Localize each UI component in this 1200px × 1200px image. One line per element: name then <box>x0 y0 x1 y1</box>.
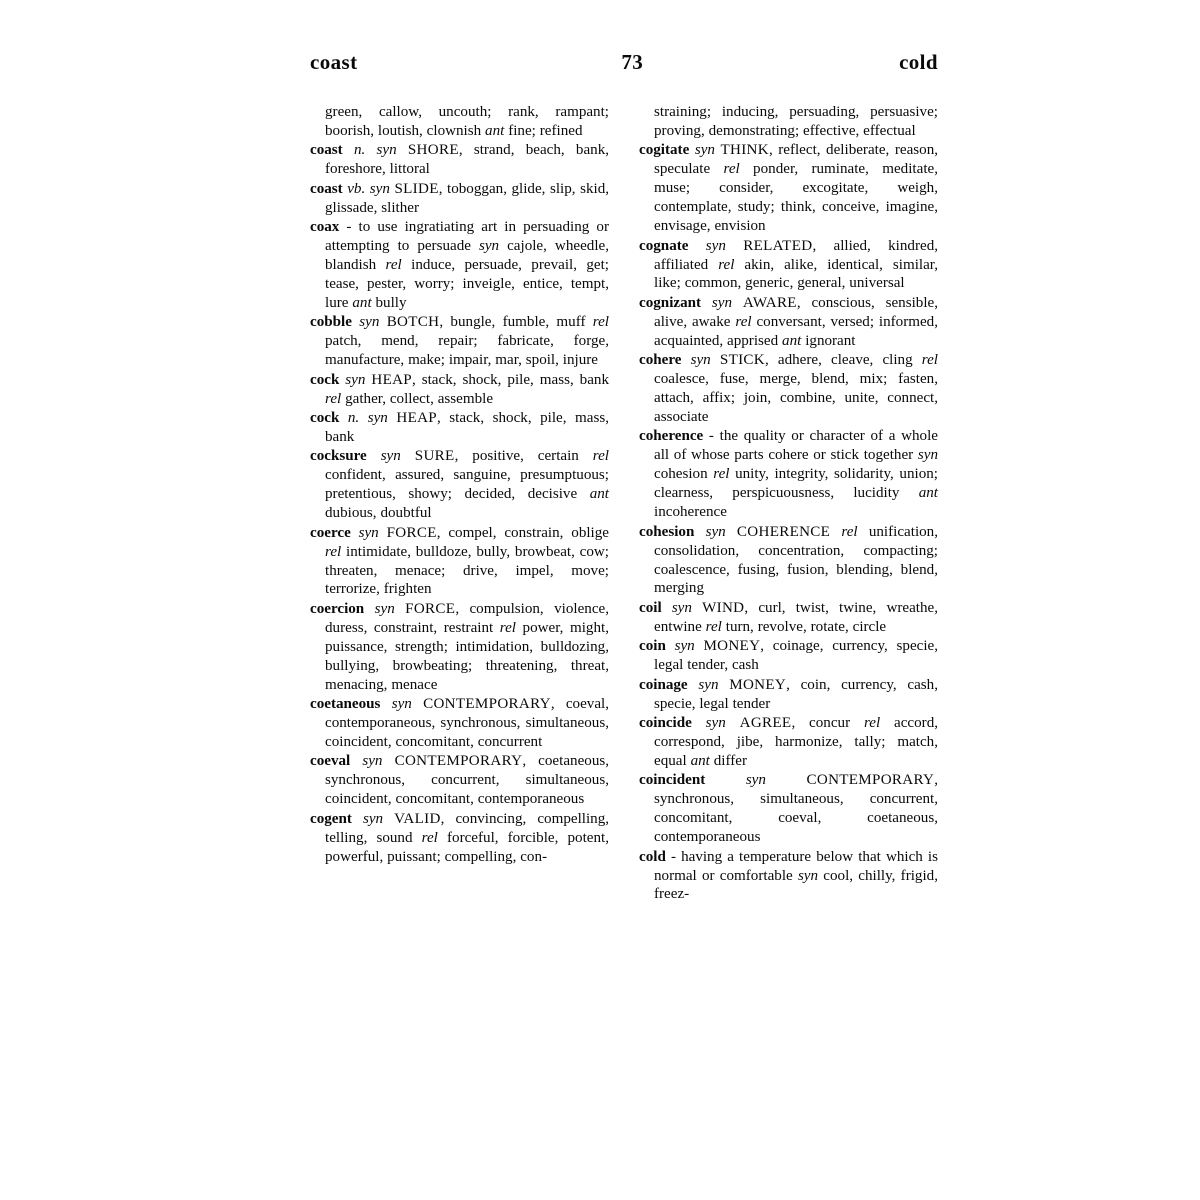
text-columns <box>310 103 938 905</box>
dictionary-entry: coerce syn FORCE, compel, constrain, oblige rel intimidate, bulldoze, bully, browbeat, cow; threaten, menace; drive, impel, move; terrorize, frighten <box>310 524 609 598</box>
dictionary-entry: coetaneous syn CONTEMPORARY, coeval, contemporaneous, synchronous, simultaneous, coincident, concomitant, concurrent <box>310 696 610 750</box>
column-left <box>310 103 609 867</box>
dictionary-entry: cohere syn STICK, adhere, cleave, cling rel coalesce, fuse, merge, blend, mix; fasten, attach, affix; join, combine, unite, connect, associate <box>639 352 939 425</box>
dictionary-entry: cold - having a temperature below that which is normal or comfortable syn cool, chilly, frigid, freez- <box>639 848 938 903</box>
dictionary-entry: cocksure syn SURE, positive, certain rel confident, assured, sanguine, presumptuous; pretentious, showy; decided, decisive ant dubious, doubtful <box>310 448 610 522</box>
dictionary-entry: cobble syn BOTCH, bungle, fumble, muff rel patch, mend, repair; fabricate, forge, manufacture, make; impair, mar, spoil, injure <box>310 314 610 369</box>
dictionary-entry: coast vb. syn SLIDE, toboggan, glide, slip, skid, glissade, slither <box>310 180 610 216</box>
column-right <box>639 103 938 905</box>
dictionary-entry: cognizant syn AWARE, conscious, sensible, alive, awake rel conversant, versed; informed, acquainted, apprised ant ignorant <box>639 294 938 349</box>
dictionary-entry: coin syn MONEY, coinage, currency, specie, legal tender, cash <box>639 638 939 674</box>
page-number: 73 <box>621 50 644 74</box>
entry-continuation: green, callow, uncouth; rank, rampant; boorish, loutish, clownish ant fine; refined <box>325 104 609 139</box>
dictionary-entry: coil syn WIND, curl, twist, twine, wreathe, entwine rel turn, revolve, rotate, circle <box>639 599 939 635</box>
dictionary-entry: cohesion syn COHERENCE rel unification, consolidation, concentration, compacting; coalescence, fusing, fusion, blending, blend, merging <box>639 523 938 597</box>
dictionary-entry: coincide syn AGREE, concur rel accord, correspond, jibe, harmonize, tally; match, equal ant differ <box>639 715 939 769</box>
dictionary-entry: cock n. syn HEAP, stack, shock, pile, mass, bank <box>310 410 610 445</box>
dictionary-entry: coincident syn CONTEMPORARY, synchronous, simultaneous, concurrent, concomitant, coeval, coetaneous, contemporaneous <box>639 772 939 846</box>
dictionary-entry: cogitate syn THINK, reflect, deliberate, reason, speculate rel ponder, ruminate, meditate, muse; consider, excogitate, weigh, contemplate, study; think, conceive, imagine, envisage, envision <box>639 142 939 235</box>
dictionary-entry: coercion syn FORCE, compulsion, violence, duress, constraint, restraint rel power, might, puissance, strength; intimidation, bulldozing, bullying, browbeating; threatening, threat, menacing, menace <box>310 600 609 693</box>
running-head-right-word: cold <box>899 50 938 74</box>
entry-continuation: straining; inducing, persuading, persuasive; proving, demonstrating; effective, effectual <box>654 104 938 139</box>
dictionary-entry: cognate syn RELATED, allied, kindred, affiliated rel akin, alike, identical, similar, like; common, generic, general, universal <box>639 237 939 292</box>
dictionary-entry: coherence - the quality or character of a whole all of whose parts cohere or stick together syn cohesion rel unity, integrity, solidarity, union; clearness, perspicuousness, lucidity ant incoherence <box>639 428 938 521</box>
dictionary-entry: coinage syn MONEY, coin, currency, cash, specie, legal tender <box>639 676 938 712</box>
dictionary-entry: coast n. syn SHORE, strand, beach, bank, foreshore, littoral <box>310 142 610 178</box>
dictionary-entry: cock syn HEAP, stack, shock, pile, mass, bank rel gather, collect, assemble <box>310 371 610 407</box>
dictionary-entry: cogent syn VALID, convincing, compelling, telling, sound rel forceful, forcible, potent, powerful, puissant; compelling, con- <box>310 810 610 865</box>
running-head-left-word: coast <box>310 50 358 74</box>
running-head <box>310 50 938 75</box>
dictionary-entry: coeval syn CONTEMPORARY, coetaneous, synchronous, concurrent, simultaneous, coincident, concomitant, contemporaneous <box>310 753 610 808</box>
dictionary-entry: coax - to use ingratiating art in persuading or attempting to persuade syn cajole, wheedle, blandish rel induce, persuade, prevail, get; tease, pester, worry; inveigle, entice, tempt, lure ant bully <box>310 219 609 311</box>
